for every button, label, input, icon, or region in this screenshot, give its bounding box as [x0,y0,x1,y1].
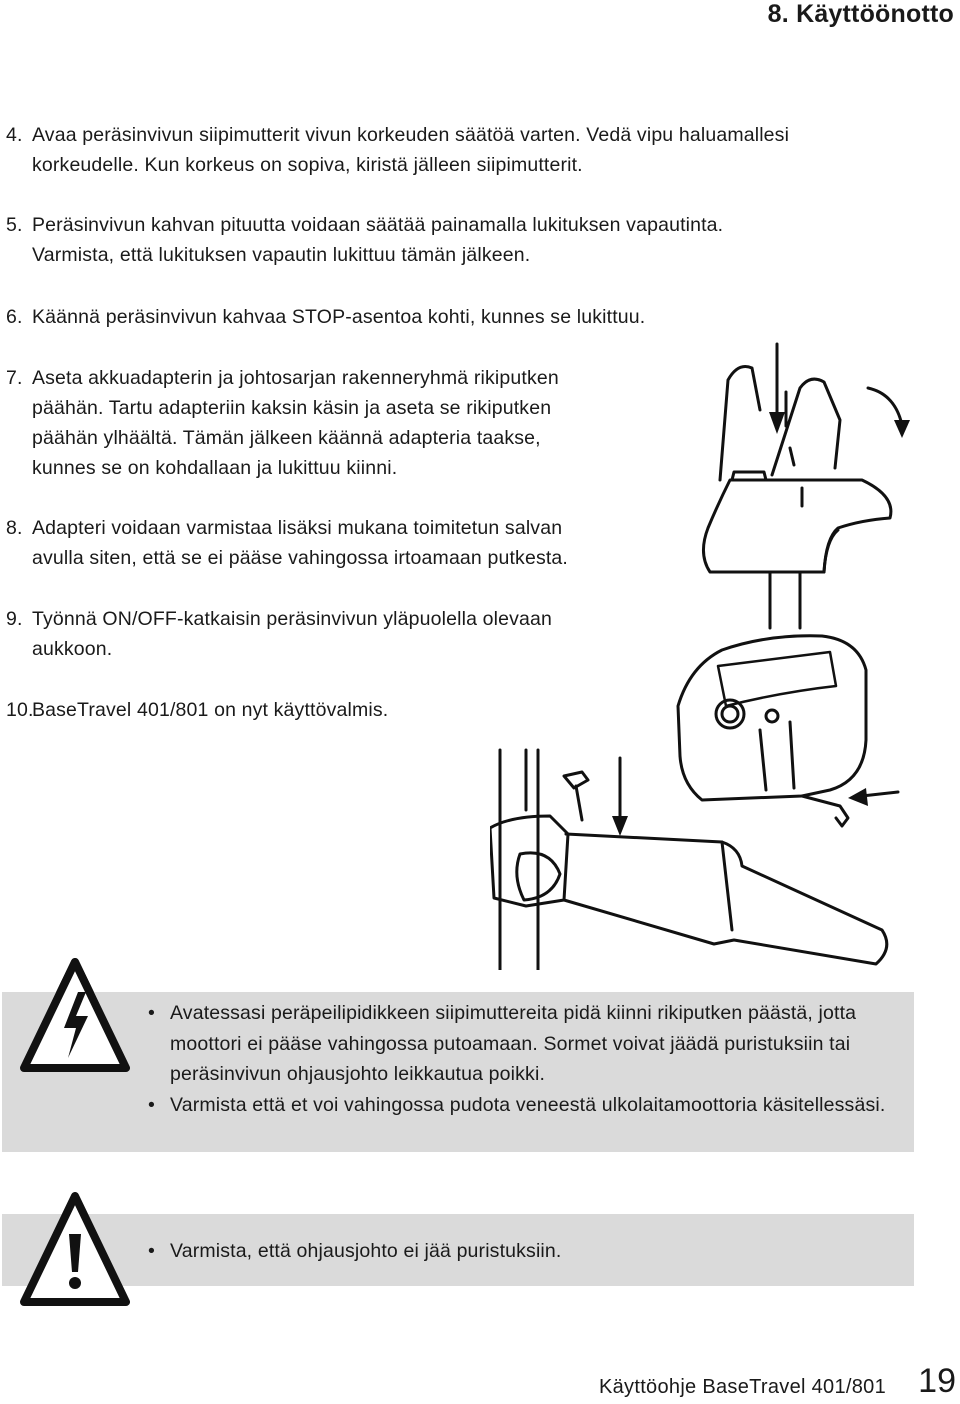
step-text: Adapteri voidaan varmistaa lisäksi mukana toimitetun salvan [32,517,563,539]
step-6 [6,302,645,332]
step-number: 8. [6,517,23,539]
warning-list [148,998,888,1120]
warning-item: • Varmista, että ohjausjohto ei jää puristuksiin. [148,1236,888,1267]
warning-box-electric [2,992,914,1152]
step-10 [6,695,388,725]
step-9 [6,604,552,664]
step-text: Aseta akkuadapterin ja johtosarjan rakenneryhmä rikiputken [32,367,559,389]
step-text: päähän ylhäältä. Tämän jälkeen käännä adapteria taakse, [32,427,541,449]
step-text: Avaa peräsinvivun siipimutterit vivun korkeuden säätöä varten. Vedä vipu haluamallesi [32,124,790,146]
step-text: avulla siten, että se ei pääse vahingossa irtoamaan putkesta. [32,547,568,569]
footer-title: Käyttöohje BaseTravel 401/801 [598,1376,886,1398]
high-voltage-warning-icon [20,958,130,1073]
step-5 [6,210,723,270]
step-text: kunnes se on kohdallaan ja lukittuu kiinni. [32,457,398,479]
warning-box-general [2,1214,914,1286]
warning-item: • Varmista että et voi vahingossa pudota veneestä ulkolaitamoottoria käsitellessäsi. [148,1090,888,1121]
step-number: 9. [6,608,23,630]
step-7 [6,363,559,483]
step-number: 7. [6,367,23,389]
step-4 [6,120,789,180]
step-text: korkeudelle. Kun korkeus on sopiva, kiristä jälleen siipimutterit. [32,154,583,176]
step-8 [6,513,568,573]
step-text: aukkoon. [32,638,113,660]
step-number: 10. [6,699,34,721]
tiller-illustration [490,630,900,970]
step-text: Käännä peräsinvivun kahvaa STOP-asentoa kohti, kunnes se lukittuu. [32,306,646,328]
step-number: 5. [6,214,23,236]
exclamation-warning-icon [20,1192,130,1307]
step-text: Työnnä ON/OFF-katkaisin peräsinvivun yläpuolella olevaan [32,608,552,630]
page-number: 19 [918,1362,956,1400]
step-text: Peräsinvivun kahvan pituutta voidaan säätää painamalla lukituksen vapautinta. [32,214,724,236]
step-text: Varmista, että lukituksen vapautin lukittuu tämän jälkeen. [32,244,531,266]
step-text: BaseTravel 401/801 on nyt käyttövalmis. [32,699,389,721]
warning-list [148,1236,888,1267]
chapter-header: 8. Käyttöönotto [767,0,954,28]
adapter-illustration [690,340,952,630]
warning-item: • Avatessasi peräpeilipidikkeen siipimuttereita pidä kiinni rikiputken päästä, jotta moottori ei pääse vahingossa putoamaan. Sormet voivat jäädä puristuksiin tai peräsinvivun ohjausjohto leikkautua poikki. [148,998,888,1090]
step-text: päähän. Tartu adapteriin kaksin käsin ja aseta se rikiputken [32,397,552,419]
step-number: 6. [6,306,23,328]
step-number: 4. [6,124,23,146]
